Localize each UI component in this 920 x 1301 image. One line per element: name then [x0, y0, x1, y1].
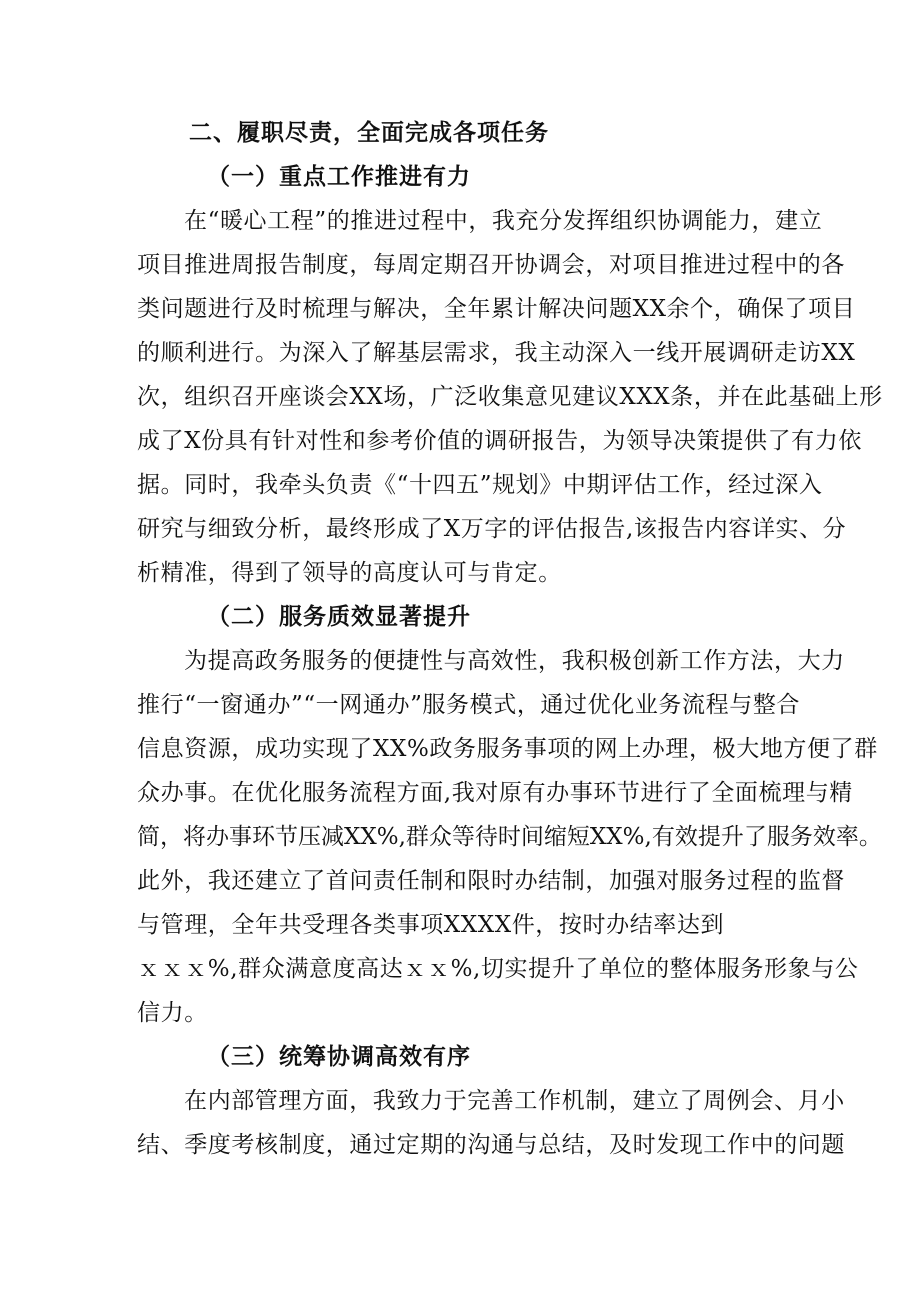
paragraph-line: 在内部管理方面，我致力于完善工作机制，建立了周例会、月小: [184, 1088, 845, 1114]
paragraph-line: 析精准，得到了领导的高度认可与肯定。: [137, 560, 562, 586]
paragraph-line: 简，将办事环节压减XX%,群众等待时间缩短XX%,有效提升了服务效率。: [137, 824, 882, 850]
paragraph-line: 据。同时，我牵头负责《“十四五”规划》中期评估工作，经过深入: [137, 472, 823, 498]
section-title: 二、履职尽责，全面完成各项任务: [189, 119, 549, 146]
paragraph-line: 信力。: [137, 1000, 208, 1026]
paragraph-line: 推行“一窗通办”“一网通办”服务模式，通过优化业务流程与整合: [137, 692, 801, 718]
subsection-title-2: （二）服务质效显著提升: [207, 603, 471, 630]
paragraph-line: 在“暖心工程”的推进过程中，我充分发挥组织协调能力，建立: [184, 208, 823, 234]
paragraph-line: 结、季度考核制度，通过定期的沟通与总结，及时发现工作中的问题: [137, 1132, 845, 1158]
paragraph-line: 信息资源，成功实现了XX%政务服务事项的网上办理，极大地方便了群: [137, 736, 878, 762]
paragraph-line: 成了X份具有针对性和参考价值的调研报告，为领导决策提供了有力依: [137, 428, 862, 454]
paragraph-line: 与管理，全年共受理各类事项XXXX件，按时办结率达到: [137, 912, 725, 938]
paragraph-line: 的顺利进行。为深入了解基层需求，我主动深入一线开展调研走访XX: [137, 340, 856, 366]
paragraph-line: 类问题进行及时梳理与解决，全年累计解决问题XX余个，确保了项目: [137, 296, 856, 322]
paragraph-line: ｘｘｘ%,群众满意度高达ｘｘ%,切实提升了单位的整体服务形象与公: [137, 956, 859, 982]
paragraph-line: 项目推进周报告制度，每周定期召开协调会，对项目推进过程中的各: [137, 252, 845, 278]
subsection-title-1: （一）重点工作推进有力: [207, 163, 471, 190]
subsection-title-3: （三）统筹协调高效有序: [207, 1043, 471, 1070]
paragraph-line: 研究与细致分析，最终形成了X万字的评估报告,该报告内容详实、分: [137, 516, 847, 542]
paragraph-line: 次，组织召开座谈会XX场，广泛收集意见建议XXX条，并在此基础上形: [137, 384, 883, 410]
paragraph-line: 此外，我还建立了首问责任制和限时办结制，加强对服务过程的监督: [137, 868, 845, 894]
paragraph-line: 众办事。在优化服务流程方面,我对原有办事环节进行了全面梳理与精: [137, 780, 853, 806]
paragraph-line: 为提高政务服务的便捷性与高效性，我积极创新工作方法，大力: [184, 648, 845, 674]
